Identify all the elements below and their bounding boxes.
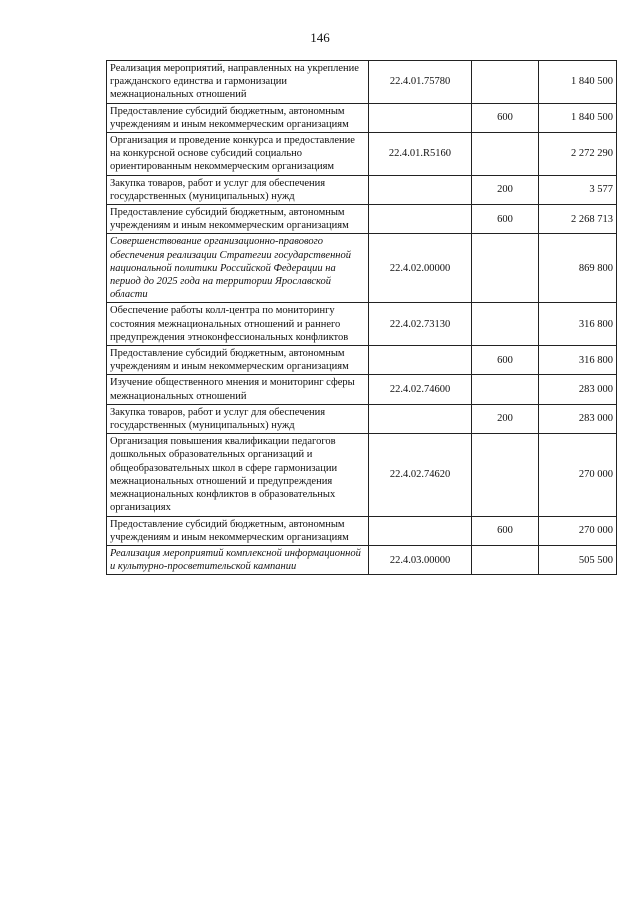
row-amount: 505 500 — [539, 545, 617, 574]
row-expense-type: 200 — [472, 175, 539, 204]
row-name: Закупка товаров, работ и услуг для обеспечения государственных (муниципальных) нужд — [107, 175, 369, 204]
table-row — [107, 133, 617, 176]
row-amount: 1 840 500 — [539, 61, 617, 104]
row-expense-type — [472, 434, 539, 516]
row-amount: 270 000 — [539, 434, 617, 516]
row-expense-type — [472, 234, 539, 303]
row-name: Организация повышения квалификации педагогов дошкольных образовательных организаций и общеобразовательных школ в сфере гармонизации межнациональных отношений и предупреждения межнациональных конфликтов в образовательных организациях — [107, 434, 369, 516]
row-code: 22.4.02.74620 — [369, 434, 472, 516]
row-amount: 1 840 500 — [539, 103, 617, 132]
row-amount: 283 000 — [539, 375, 617, 404]
table-row — [107, 103, 617, 132]
row-amount: 316 800 — [539, 346, 617, 375]
table-row — [107, 434, 617, 516]
row-name: Реализация мероприятий, направленных на укрепление гражданского единства и гармонизации межнациональных отношений — [107, 61, 369, 104]
row-code — [369, 516, 472, 545]
row-code: 22.4.03.00000 — [369, 545, 472, 574]
row-name: Предоставление субсидий бюджетным, автономным учреждениям и иным некоммерческим организациям — [107, 346, 369, 375]
row-name: Реализация мероприятий комплексной информационной и культурно-просветительской кампании — [107, 545, 369, 574]
table-row — [107, 545, 617, 574]
row-code: 22.4.01.R5160 — [369, 133, 472, 176]
row-expense-type — [472, 303, 539, 346]
row-code: 22.4.02.74600 — [369, 375, 472, 404]
table-row — [107, 404, 617, 433]
table-row — [107, 346, 617, 375]
row-name: Обеспечение работы колл-центра по мониторингу состояния межнациональных отношений и раннего предупреждения этноконфессиональных конфликтов — [107, 303, 369, 346]
row-code: 22.4.02.00000 — [369, 234, 472, 303]
table-row — [107, 61, 617, 104]
row-code: 22.4.01.75780 — [369, 61, 472, 104]
row-amount: 869 800 — [539, 234, 617, 303]
row-amount: 2 268 713 — [539, 205, 617, 234]
row-expense-type — [472, 133, 539, 176]
row-expense-type — [472, 61, 539, 104]
row-amount: 283 000 — [539, 404, 617, 433]
row-amount: 3 577 — [539, 175, 617, 204]
row-name: Закупка товаров, работ и услуг для обеспечения государственных (муниципальных) нужд — [107, 404, 369, 433]
row-amount: 2 272 290 — [539, 133, 617, 176]
table-row — [107, 375, 617, 404]
row-amount: 316 800 — [539, 303, 617, 346]
row-expense-type — [472, 375, 539, 404]
row-name: Предоставление субсидий бюджетным, автономным учреждениям и иным некоммерческим организациям — [107, 103, 369, 132]
table-row — [107, 205, 617, 234]
row-expense-type — [472, 545, 539, 574]
row-code — [369, 404, 472, 433]
row-name: Предоставление субсидий бюджетным, автономным учреждениям и иным некоммерческим организациям — [107, 205, 369, 234]
table-row — [107, 516, 617, 545]
row-expense-type: 600 — [472, 103, 539, 132]
budget-table — [106, 60, 617, 575]
row-name: Предоставление субсидий бюджетным, автономным учреждениям и иным некоммерческим организациям — [107, 516, 369, 545]
row-name: Изучение общественного мнения и мониторинг сферы межнациональных отношений — [107, 375, 369, 404]
row-name: Совершенствование организационно-правового обеспечения реализации Стратегии государственной национальной политики Российской Федерации на период до 2025 года на территории Ярославской области — [107, 234, 369, 303]
row-expense-type: 600 — [472, 516, 539, 545]
row-amount: 270 000 — [539, 516, 617, 545]
row-code — [369, 205, 472, 234]
row-expense-type: 200 — [472, 404, 539, 433]
row-name: Организация и проведение конкурса и предоставление на конкурсной основе субсидий социально ориентированным некоммерческим организациям — [107, 133, 369, 176]
row-code — [369, 175, 472, 204]
row-code: 22.4.02.73130 — [369, 303, 472, 346]
row-code — [369, 346, 472, 375]
row-code — [369, 103, 472, 132]
row-expense-type: 600 — [472, 346, 539, 375]
table-row — [107, 234, 617, 303]
table-row — [107, 303, 617, 346]
row-expense-type: 600 — [472, 205, 539, 234]
page-number: 146 — [310, 30, 330, 45]
table-row — [107, 175, 617, 204]
